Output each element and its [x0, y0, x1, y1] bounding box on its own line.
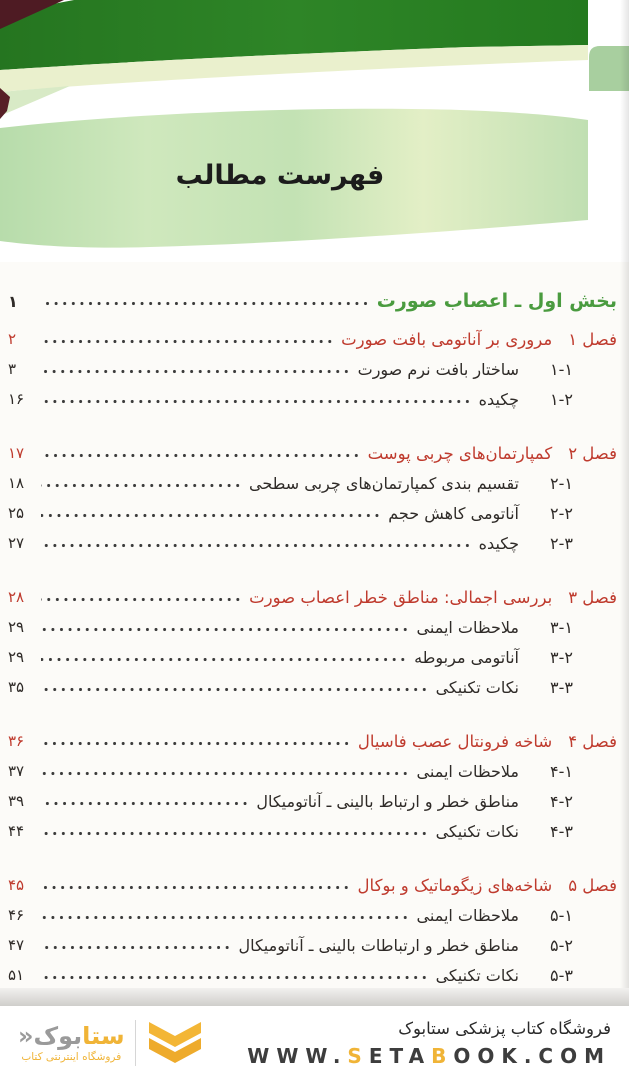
page-edge-bottom [0, 988, 629, 1006]
toc-sub-row [8, 900, 617, 930]
toc-chapter-row [8, 438, 617, 468]
toc-sub-row [8, 930, 617, 960]
page-number: ۲۹ [8, 648, 25, 666]
table-of-contents [0, 284, 629, 990]
page-number: ۱ [8, 291, 18, 311]
dot-leader [41, 642, 407, 672]
sub-title: ملاحظات ایمنی [416, 905, 519, 925]
page-number: ۲۵ [8, 504, 25, 522]
sub-title: چکیده [478, 389, 519, 409]
sub-title: تقسیم بندی کمپارتمان‌های چربی سطحی [248, 473, 519, 493]
sub-number: ۱-۱ [550, 359, 573, 379]
chapter-title: مروری بر آناتومی بافت صورت [341, 329, 553, 349]
dot-leader [41, 528, 472, 558]
page-number: ۱۸ [8, 474, 25, 492]
toc-sub-row [8, 756, 617, 786]
header-banner-art [0, 0, 629, 262]
dot-leader [41, 900, 410, 930]
sub-number: ۴-۳ [550, 821, 573, 841]
dot-leader [41, 582, 242, 612]
logo-name [18, 1023, 125, 1049]
page-number: ۴۴ [8, 822, 25, 840]
page-number: ۲ [8, 330, 17, 348]
chapter-label: فصل ۵ [568, 875, 617, 895]
store-url-part: B [431, 1043, 454, 1068]
dot-leader [41, 726, 351, 756]
dot-leader [41, 354, 351, 384]
sub-title: نکات تکنیکی [435, 677, 519, 697]
sub-number: ۵-۲ [550, 935, 573, 955]
page-title: فهرست مطالب [175, 160, 385, 191]
sub-title: نکات تکنیکی [435, 821, 519, 841]
sub-number: ۵-۳ [550, 965, 573, 985]
store-name: فروشگاه کتاب پزشکی ستابوک [398, 1018, 611, 1038]
toc-sub-row [8, 672, 617, 702]
chapter-title: بررسی اجمالی: مناطق خطر اعصاب صورت [249, 587, 553, 607]
logo-quote-mark: « [18, 1022, 34, 1050]
sub-title: ملاحظات ایمنی [416, 617, 519, 637]
sub-title: مناطق خطر و ارتباط بالینی ـ آناتومیکال [256, 791, 519, 811]
dot-leader [41, 786, 249, 816]
page-number: ۳۹ [8, 792, 25, 810]
toc-sub-row [8, 528, 617, 558]
logo-tagline: فروشگاه اینترنتی کتاب [21, 1051, 122, 1063]
toc-sub-row [8, 468, 617, 498]
toc-chapter-row [8, 726, 617, 756]
toc-sub-row [8, 612, 617, 642]
sub-number: ۴-۱ [550, 761, 573, 781]
dot-leader [41, 756, 410, 786]
dot-leader [41, 384, 472, 414]
page-number: ۳۵ [8, 678, 25, 696]
page-number: ۲۷ [8, 534, 25, 552]
page-number: ۱۶ [8, 390, 25, 408]
dot-leader [41, 960, 429, 990]
store-url-part: OOK.COM [453, 1043, 611, 1068]
dot-leader [41, 324, 334, 354]
logo-name-part2: بوک [33, 1022, 83, 1050]
sub-number: ۱-۲ [550, 389, 573, 409]
page-number: ۲۹ [8, 618, 25, 636]
toc-sub-row [8, 642, 617, 672]
toc-chapter-row [8, 870, 617, 900]
page-number: ۵۱ [8, 966, 25, 984]
sub-title: چکیده [478, 533, 519, 553]
chapter-label: فصل ۱ [568, 329, 617, 349]
footer [0, 1006, 629, 1080]
dot-leader [41, 468, 242, 498]
page-number: ۱۷ [8, 444, 25, 462]
page-number: ۴۶ [8, 906, 25, 924]
store-url-part: S [347, 1043, 369, 1068]
store-url-part: WWW. [247, 1043, 348, 1068]
dot-leader [41, 438, 361, 468]
sub-number: ۳-۱ [550, 617, 573, 637]
page-edge-right [620, 0, 629, 1006]
dot-leader [41, 930, 231, 960]
page-number: ۴۵ [8, 876, 25, 894]
page-number: ۴۷ [8, 936, 25, 954]
sub-title: ساختار بافت نرم صورت [357, 359, 519, 379]
sub-number: ۲-۱ [550, 473, 573, 493]
sub-title: ملاحظات ایمنی [416, 761, 519, 781]
section-label: بخش اول ـ اعصاب صورت [376, 290, 617, 312]
page-number: ۳ [8, 360, 17, 378]
sub-title: مناطق خطر و ارتباطات بالینی ـ آناتومیکال [238, 935, 519, 955]
chapter-title: شاخه‌های زیگوماتیک و بوکال [357, 875, 553, 895]
setabook-logo [18, 1020, 204, 1066]
chapter-label: فصل ۳ [568, 587, 617, 607]
dot-leader [41, 672, 429, 702]
toc-sub-row [8, 816, 617, 846]
page-number: ۳۶ [8, 732, 25, 750]
logo-text [18, 1023, 125, 1063]
dot-leader [41, 284, 370, 318]
dot-leader [41, 870, 351, 900]
footer-store-block [247, 1019, 611, 1068]
dot-leader [41, 498, 381, 528]
chapter-title: شاخه فرونتال عصب فاسیال [357, 731, 553, 751]
toc-sub-row [8, 498, 617, 528]
toc-sub-row [8, 786, 617, 816]
sub-number: ۲-۳ [550, 533, 573, 553]
page-number: ۳۷ [8, 762, 25, 780]
chapter-label: فصل ۲ [568, 443, 617, 463]
page-number: ۲۸ [8, 588, 25, 606]
sub-number: ۵-۱ [550, 905, 573, 925]
sub-number: ۳-۳ [550, 677, 573, 697]
sub-number: ۲-۲ [550, 503, 573, 523]
logo-name-part1: ستا [82, 1022, 125, 1050]
toc-chapter-row [8, 582, 617, 612]
toc-sub-row [8, 960, 617, 990]
store-url [247, 1044, 611, 1068]
sub-title: نکات تکنیکی [435, 965, 519, 985]
toc-section-row [8, 284, 617, 318]
toc-chapter-row [8, 324, 617, 354]
logo-chevron-icon [146, 1021, 204, 1065]
sub-title: آناتومی کاهش حجم [388, 503, 519, 523]
store-url-part: ETA [368, 1043, 432, 1068]
sub-number: ۳-۲ [550, 647, 573, 667]
dot-leader [41, 612, 410, 642]
logo-divider [135, 1020, 136, 1066]
toc-sub-row [8, 384, 617, 414]
chapter-title: کمپارتمان‌های چربی پوست [367, 443, 553, 463]
dot-leader [41, 816, 429, 846]
chapter-label: فصل ۴ [568, 731, 617, 751]
toc-sub-row [8, 354, 617, 384]
sub-title: آناتومی مربوطه [414, 647, 519, 667]
sub-number: ۴-۲ [550, 791, 573, 811]
